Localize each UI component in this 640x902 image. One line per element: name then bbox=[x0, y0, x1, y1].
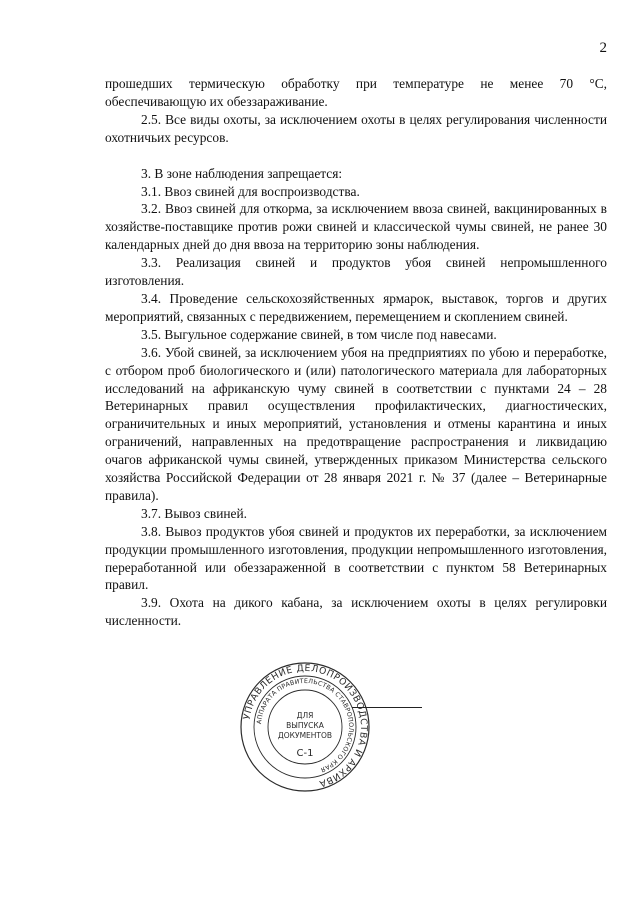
paragraph: 3.5. Выгульное содержание свиней, в том числе под навесами. bbox=[141, 326, 497, 342]
stamp-center-line: ДОКУМЕНТОВ bbox=[277, 731, 333, 740]
signature-line bbox=[352, 707, 422, 708]
paragraph: 3.1. Ввоз свиней для воспроизводства. bbox=[141, 183, 360, 199]
official-stamp bbox=[238, 660, 372, 794]
paragraph: 3.3. Реализация свиней и продуктов убоя свиней непромышленного изготовления. bbox=[105, 255, 607, 289]
document-body bbox=[105, 75, 607, 630]
page-number: 2 bbox=[599, 40, 607, 56]
stamp-outer-text: УПРАВЛЕНИЕ ДЕЛОПРОИЗВОДСТВА И АРХИВА bbox=[241, 662, 370, 790]
paragraph: 3.2. Ввоз свиней для откорма, за исключением ввоза свиней, вакцинированных в хозяйстве-поставщике против рожи свиней и классической чумы свиней, не ранее 30 календарных дней до дня ввоза на территорию зоны наблюдения. bbox=[105, 201, 607, 253]
stamp-center-line: ДЛЯ bbox=[296, 711, 314, 720]
stamp-center-line: ВЫПУСКА bbox=[286, 721, 324, 730]
stamp-seal bbox=[238, 660, 372, 794]
stamp-inner-text: АППАРАТА ПРАВИТЕЛЬСТВА СТАВРОПОЛЬСКОГО КРАЯ bbox=[256, 677, 355, 773]
paragraph: 3.6. Убой свиней, за исключением убоя на предприятиях по убою и переработке, с отбором проб биологического и (или) патологического материала для лабораторных исследований на африканскую чуму свиней в соответствии с пунктами 24 – 28 Ветеринарных правил осуществления профилактических, диагностических, ограничительных и иных мероприятий, установления и отмены карантина и иных ограничений, направленных на предотвращение распространения и ликвидацию очагов африканской чумы свиней, утвержденных приказом Министерства сельского хозяйства Российской Федерации от 28 января 2021 г. № 37 (далее – Ветеринарные правила). bbox=[105, 344, 607, 503]
paragraph: 3.9. Охота на дикого кабана, за исключением охоты в целях регулировки численности. bbox=[105, 595, 607, 629]
paragraph: прошедших термическую обработку при температуре не менее 70 °С, обеспечивающую их обеззараживание. bbox=[105, 76, 607, 109]
stamp-code: С-1 bbox=[296, 748, 314, 759]
paragraph: 3.8. Вывоз продуктов убоя свиней и продуктов их переработки, за исключением продукции промышленного изготовления, продукции непромышленного изготовления, переработанной или обеззараженной в соответствии с пунктом 58 Ветеринарных правил. bbox=[105, 523, 607, 593]
paragraph: 3.4. Проведение сельскохозяйственных ярмарок, выставок, торгов и других мероприятий, связанных с передвижением, перемещением и скоплением свиней. bbox=[105, 290, 607, 324]
paragraph: 2.5. Все виды охоты, за исключением охоты в целях регулирования численности охотничьих ресурсов. bbox=[105, 111, 607, 145]
paragraph: 3. В зоне наблюдения запрещается: bbox=[141, 165, 343, 181]
paragraph: 3.7. Вывоз свиней. bbox=[141, 505, 247, 521]
